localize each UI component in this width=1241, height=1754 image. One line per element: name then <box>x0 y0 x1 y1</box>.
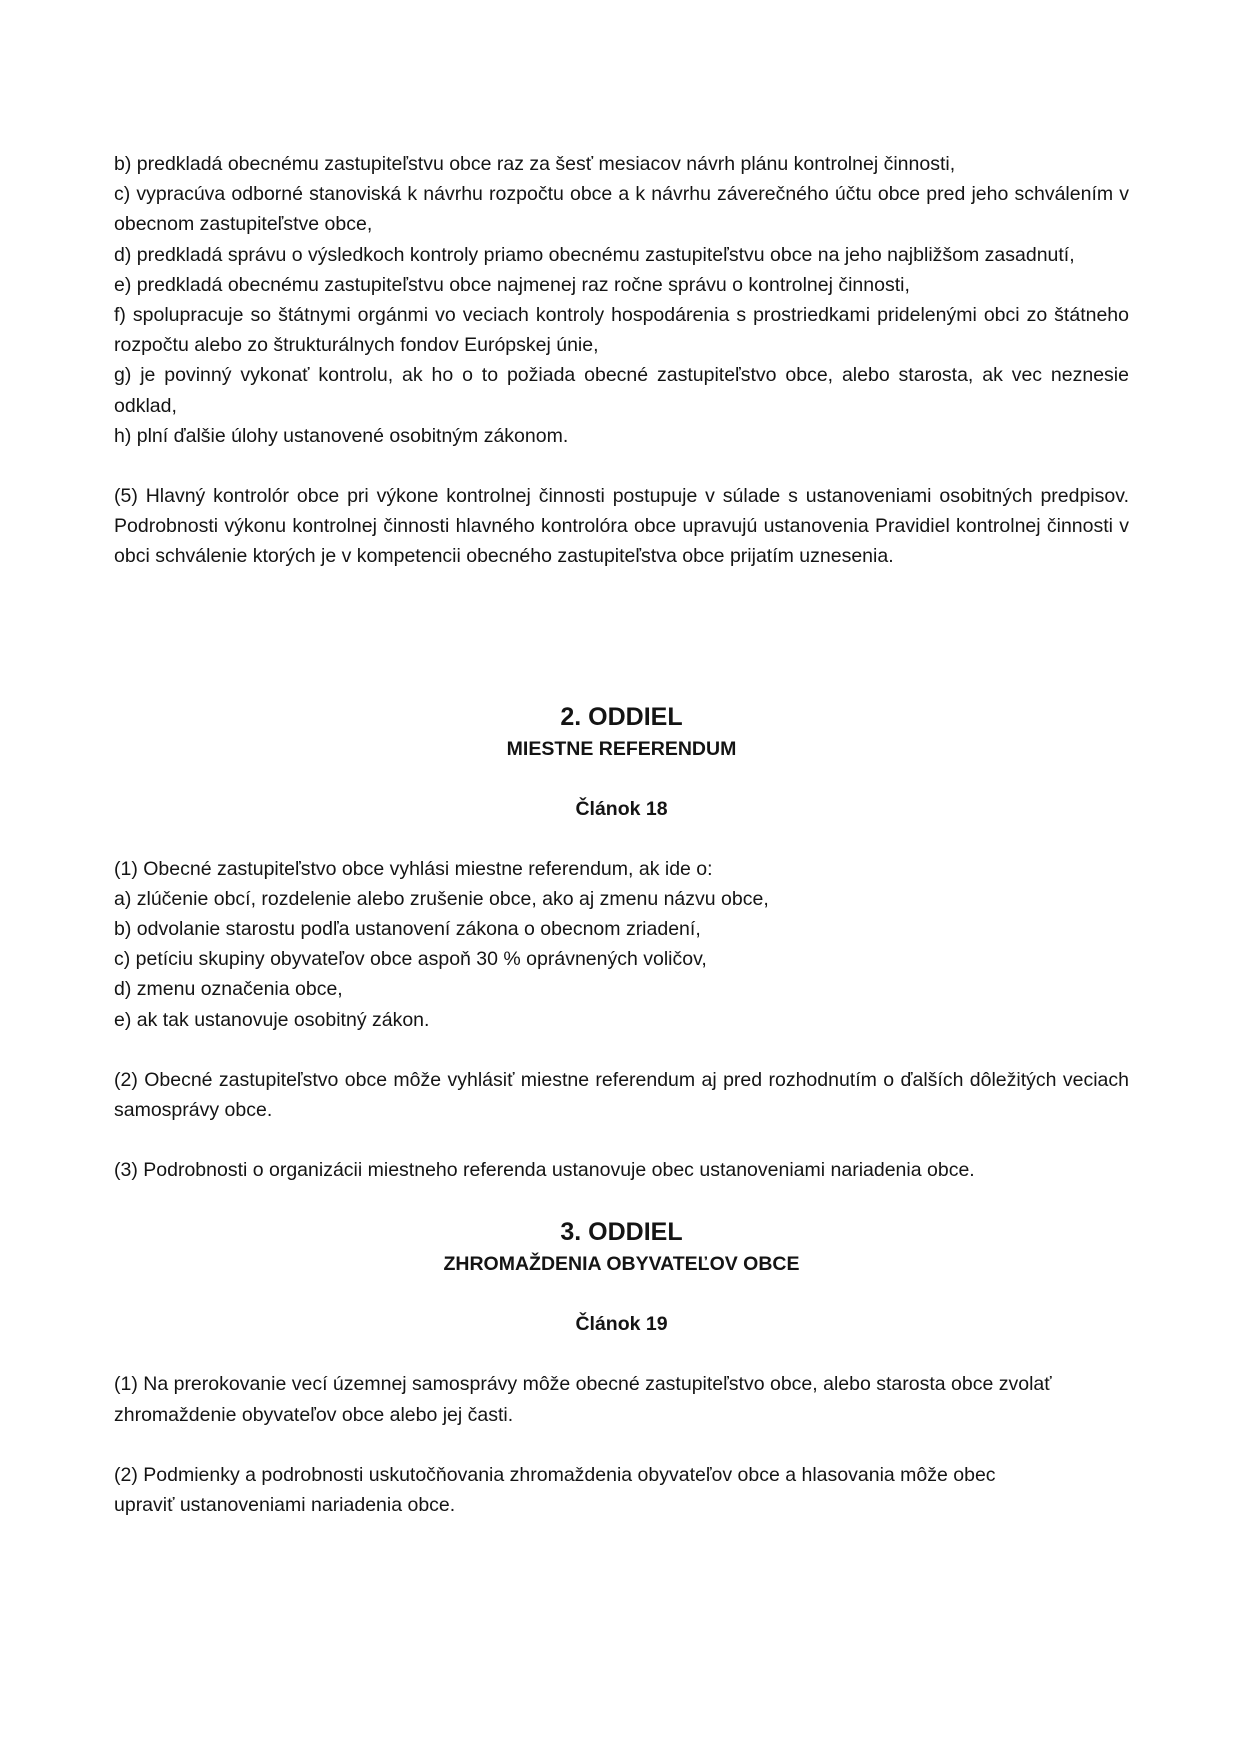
art18-para1-line: (1) Obecné zastupiteľstvo obce vyhlási miestne referendum, ak ide o: <box>114 857 713 880</box>
art18-item-b: b) odvolanie starostu podľa ustanovení zákona o obecnom zriadení, <box>114 918 701 941</box>
document-page <box>114 149 1129 1520</box>
list-item-b: b) predkladá obecnému zastupiteľstvu obce raz za šesť mesiacov návrh plánu kontrolnej činnosti, <box>114 153 956 175</box>
list-item-g: g) je povinný vykonať kontrolu, ak ho o to požiada obecné zastupiteľstvo obce, alebo starosta, ak vec neznesie odklad, <box>114 364 1129 417</box>
art18-para3: (3) Podrobnosti o organizácii miestneho referenda ustanovuje obec ustanoveniami nariadenia obce. <box>114 1159 975 1182</box>
art18-item-e: e) ak tak ustanovuje osobitný zákon. <box>114 1008 430 1031</box>
art18-item-c: c) petíciu skupiny obyvateľov obce aspoň 30 % oprávnených voličov, <box>114 948 707 971</box>
art19-para2-line1: (2) Podmienky a podrobnosti uskutočňovania zhromaždenia obyvateľov obce a hlasovania môže obec <box>114 1463 996 1486</box>
art18-item-d: d) zmenu označenia obce, <box>114 978 343 1001</box>
section-3-title: 3. ODDIEL <box>560 1218 683 1247</box>
paragraph-5: (5) Hlavný kontrolór obce pri výkone kontrolnej činnosti postupuje v súlade s ustanoveniami osobitných predpisov. Podrobnosti výkonu kontrolnej činnosti hlavného kontrolóra obce upravujú ustanovenia Pravidiel kontrolnej činnosti v obci schválenie ktorých je v kompetencii obecného zastupiteľstva obce prijatím uznesenia. <box>114 485 1129 568</box>
list-item-c: c) vypracúva odborné stanoviská k návrhu rozpočtu obce a k návrhu záverečného účtu obce pred jeho schválením v obecnom zastupiteľstve obce, <box>114 183 1129 236</box>
section-3-subtitle: ZHROMAŽDENIA OBYVATEĽOV OBCE <box>443 1253 800 1276</box>
list-item-e: e) predkladá obecnému zastupiteľstvu obce najmenej raz ročne správu o kontrolnej činnosti, <box>114 273 910 296</box>
art18-item-a: a) zlúčenie obcí, rozdelenie alebo zrušenie obce, ako aj zmenu názvu obce, <box>114 887 769 910</box>
list-item-f: f) spolupracuje so štátnymi orgánmi vo veciach kontroly hospodárenia s prostriedkami pridelenými obci zo štátneho rozpočtu alebo zo štrukturálnych fondov Európskej únie, <box>114 304 1129 357</box>
list-item-d: d) predkladá správu o výsledkoch kontroly priamo obecnému zastupiteľstvu obce na jeho najbližšom zasadnutí, <box>114 243 1075 266</box>
section-2-subtitle: MIESTNE REFERENDUM <box>506 737 737 760</box>
art19-para1-line2: zhromaždenie obyvateľov obce alebo jej časti. <box>114 1403 514 1426</box>
article-19-title: Článok 19 <box>575 1313 668 1336</box>
art19-para1-line1: (1) Na prerokovanie vecí územnej samosprávy môže obecné zastupiteľstvo obce, alebo starosta obce zvolať <box>114 1373 1052 1396</box>
art19-para2-line2: upraviť ustanoveniami nariadenia obce. <box>114 1494 456 1517</box>
article-18-title: Článok 18 <box>575 797 668 820</box>
list-item-h: h) plní ďalšie úlohy ustanovené osobitným zákonom. <box>114 424 569 447</box>
art18-para2: (2) Obecné zastupiteľstvo obce môže vyhlásiť miestne referendum aj pred rozhodnutím o ďalších dôležitých veciach samosprávy obce. <box>114 1068 1129 1122</box>
section-2-title: 2. ODDIEL <box>560 702 683 731</box>
